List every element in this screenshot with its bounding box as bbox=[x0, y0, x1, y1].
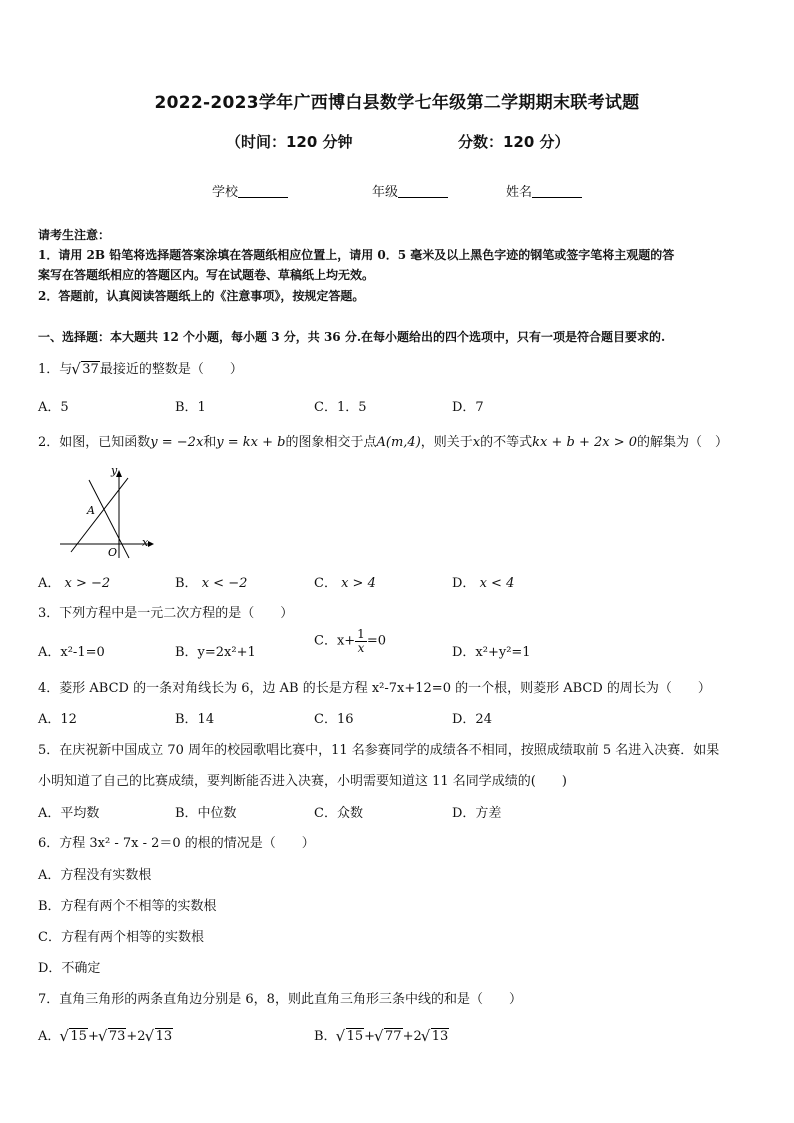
q2-option-d[interactable]: D． x < 4 bbox=[452, 576, 515, 591]
question-5-line-1: 5．在庆祝新中国成立 70 周年的校园歌唱比赛中，11 名参赛同学的成绩各不相同，按照成绩取前 5 名进入决赛．如果 bbox=[38, 743, 720, 758]
school-field[interactable] bbox=[212, 181, 288, 200]
question-2: 2．如图，已知函数y = −2x和y = kx + b的图象相交于点A(m,4)，则关于x的不等式kx + b + 2x > 0的解集为（ ） bbox=[38, 435, 729, 450]
q2-option-c[interactable]: C． x > 4 bbox=[314, 576, 376, 591]
question-3: 3．下列方程中是一元二次方程的是（ ） bbox=[38, 606, 294, 621]
q6-option-d[interactable]: D．不确定 bbox=[38, 961, 101, 976]
q6-option-a[interactable]: A．方程没有实数根 bbox=[38, 868, 152, 883]
q7-option-a[interactable]: A．√ 15+√ 73+2√ 13 bbox=[38, 1025, 173, 1044]
x-axis-label: x bbox=[142, 536, 149, 549]
q7-option-b[interactable]: B．√ 15+√ 77+2√ 13 bbox=[314, 1025, 449, 1044]
question-7: 7．直角三角形的两条直角边分别是 6，8，则此直角三角形三条中线的和是（ ） bbox=[38, 992, 522, 1007]
q5-option-a[interactable]: A．平均数 bbox=[38, 806, 100, 821]
q2-option-a[interactable]: A． x > −2 bbox=[38, 576, 111, 591]
q5-option-b[interactable]: B．中位数 bbox=[175, 806, 237, 821]
school-label: 学校 bbox=[212, 185, 239, 200]
question-5-line-2: 小明知道了自己的比赛成绩，要判断能否进入决赛，小明需要知道这 11 名同学成绩的( ) bbox=[38, 774, 567, 789]
q1-pre: 1．与 bbox=[38, 362, 73, 377]
grade-field[interactable] bbox=[372, 181, 448, 200]
point-a-label: A bbox=[87, 504, 95, 517]
q1-option-d[interactable]: D．7 bbox=[452, 400, 484, 415]
sqrt-37: √ 37 bbox=[72, 362, 100, 377]
q1-post: 最接近的整数是（ ） bbox=[99, 362, 243, 377]
x-axis-arrow bbox=[148, 541, 154, 547]
grade-blank[interactable] bbox=[398, 184, 448, 198]
score-label: 分数：120 分） bbox=[458, 133, 570, 151]
grade-label: 年级 bbox=[372, 185, 399, 200]
q3-option-c[interactable]: C．x+ $\frac{1}{x}$ =0 bbox=[314, 627, 386, 655]
q4-option-a[interactable]: A．12 bbox=[38, 712, 77, 727]
y-axis-label: y bbox=[111, 466, 118, 477]
name-field[interactable] bbox=[506, 181, 582, 200]
q4-option-b[interactable]: B．14 bbox=[175, 712, 215, 727]
q4-option-c[interactable]: C．16 bbox=[314, 712, 354, 727]
fraction-1-over-x: $\frac{1}{x}$ bbox=[357, 627, 365, 655]
q1-option-b[interactable]: B．1 bbox=[175, 400, 206, 415]
section-heading: 一、选择题：本大题共 12 个小题，每小题 3 分，共 36 分.在每小题给出的四个选项中，只有一项是符合题目要求的. bbox=[38, 330, 666, 344]
q3-option-a[interactable]: A．x²-1=0 bbox=[38, 645, 105, 660]
q1-option-a[interactable]: A．5 bbox=[38, 400, 69, 415]
question-6: 6．方程 3x² - 7x - 2＝0 的根的情况是（ ） bbox=[38, 836, 315, 851]
origin-label: O bbox=[108, 546, 118, 559]
name-blank[interactable] bbox=[532, 184, 582, 198]
q6-option-b[interactable]: B．方程有两个不相等的实数根 bbox=[38, 899, 217, 914]
question-1 bbox=[38, 358, 243, 377]
q2-graph-figure bbox=[56, 466, 156, 560]
notice-heading: 请考生注意： bbox=[38, 228, 111, 242]
q5-option-d[interactable]: D．方差 bbox=[452, 806, 502, 821]
school-blank[interactable] bbox=[238, 184, 288, 198]
q2-option-b[interactable]: B． x < −2 bbox=[175, 576, 248, 591]
question-4: 4．菱形 ABCD 的一条对角线长为 6，边 AB 的长是方程 x²-7x+12=0 的一个根，则菱形 ABCD 的周长为（ ） bbox=[38, 681, 711, 696]
name-label: 姓名 bbox=[506, 185, 533, 200]
page-title: 2022-2023学年广西博白县数学七年级第二学期期末联考试题 bbox=[154, 93, 640, 113]
q1-option-c[interactable]: C．1．5 bbox=[314, 400, 367, 415]
q3-option-b[interactable]: B．y=2x²+1 bbox=[175, 645, 256, 660]
q6-option-c[interactable]: C．方程有两个相等的实数根 bbox=[38, 930, 204, 945]
q3-option-d[interactable]: D．x²+y²=1 bbox=[452, 645, 531, 660]
notice-line-2: 2．答题前，认真阅读答题纸上的《注意事项》，按规定答题。 bbox=[38, 289, 365, 303]
notice-line-1b: 案写在答题纸相应的答题区内。写在试题卷、草稿纸上均无效。 bbox=[38, 268, 375, 282]
notice-line-1a: 1．请用 2B 铅笔将选择题答案涂填在答题纸相应位置上，请用 0．5 毫米及以上黑色字迹的钢笔或签字笔将主观题的答 bbox=[38, 248, 675, 262]
q4-option-d[interactable]: D．24 bbox=[452, 712, 492, 727]
q5-option-c[interactable]: C．众数 bbox=[314, 806, 363, 821]
time-label: （时间：120 分钟 bbox=[226, 133, 353, 151]
